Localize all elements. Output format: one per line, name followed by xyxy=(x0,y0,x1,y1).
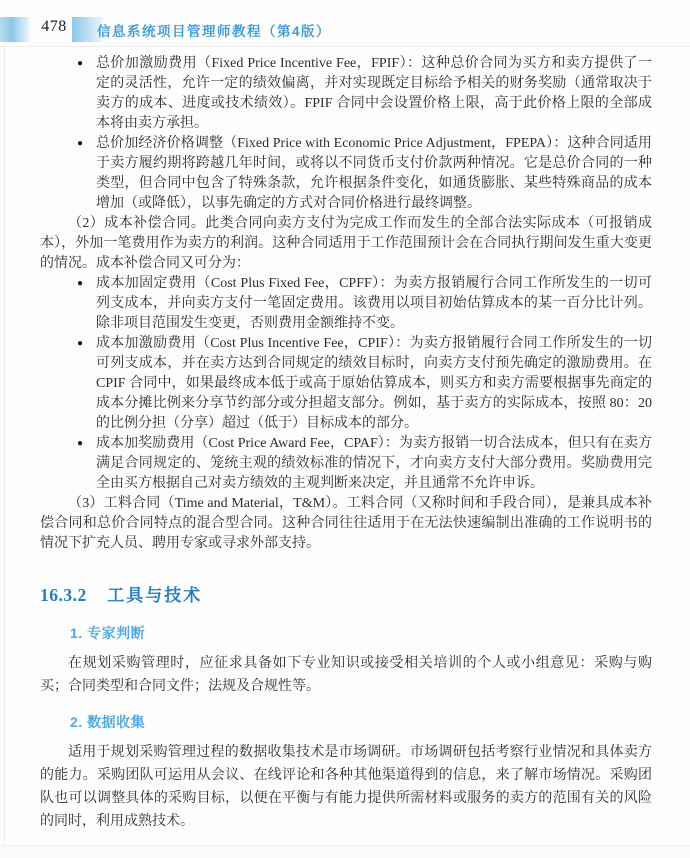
cost-contract-list xyxy=(40,274,652,494)
sub-heading-data-gathering: 2. 数据收集 xyxy=(70,714,146,730)
list-item xyxy=(40,134,652,214)
bullet-icon: ● xyxy=(77,278,84,289)
bullet-icon: ● xyxy=(77,58,84,69)
section-title: 工具与技术 xyxy=(107,586,203,605)
book-title: 信息系统项目管理师教程（第4版） xyxy=(97,24,332,39)
page-number: 478 xyxy=(41,18,67,35)
running-head xyxy=(0,16,690,44)
bullet-text: 总价加经济价格调整（Fixed Price with Economic Price Adjustment，FPEPA）：这种合同适用于卖方履约期将跨越几年时间，或将以不同货币支付价款两种情况。它是总价合同的一种类型，但合同中包含了特殊条款，允许根据条件变化，如通货膨胀、某些特殊商品的成本增加（或降低），以事先确定的方式对合同价格进行最终调整。 xyxy=(96,136,652,211)
bullet-text: 成本加奖励费用（Cost Price Award Fee，CPAF）：为卖方报销一切合法成本，但只有在卖方满足合同规定的、笼统主观的绩效标准的情况下，才向卖方支付大部分费用。奖励费用完全由买方根据自己对卖方绩效的主观判断来决定，并且通常不允许申诉。 xyxy=(96,436,652,491)
list-item xyxy=(40,54,652,134)
scan-edge-line xyxy=(4,42,5,858)
bullet-icon: ● xyxy=(77,138,84,149)
header-accent-block-left xyxy=(0,17,30,42)
paragraph-cost-reimbursable: （2）成本补偿合同。此类合同向卖方支付为完成工作而发生的全部合法实际成本（可报销成本），外加一笔费用作为卖方的利润。这种合同适用于工作范围预计会在合同执行期间发生重大变更的情况。成本补偿合同又可分为： xyxy=(40,216,652,271)
bullet-icon: ● xyxy=(77,338,84,349)
page-body xyxy=(40,54,652,833)
paragraph-time-material: （3）工料合同（Time and Material，T&M）。工料合同（又称时间和手段合同），是兼具成本补偿合同和总价合同特点的混合型合同。这种合同往往适用于在无法快速编制出准确的工作说明书的情况下扩充人员、聘用专家或寻求外部支持。 xyxy=(40,496,652,551)
bullet-text: 成本加固定费用（Cost Plus Fixed Fee，CPFF）：为卖方报销履行合同工作所发生的一切可列支成本，并向卖方支付一笔固定费用。该费用以项目初始估算成本的某一百分比计列。除非项目范围发生变更，否则费用金额维持不变。 xyxy=(96,276,652,331)
list-item xyxy=(40,334,652,434)
paragraph-data-gathering: 适用于规划采购管理过程的数据收集技术是市场调研。市场调研包括考察行业情况和具体卖方的能力。采购团队可运用从会议、在线评论和各种其他渠道得到的信息，来了解市场情况。采购团队也可以调整具体的采购目标，以便在平衡与有能力提供所需材料或服务的卖方的范围有关的风险的同时，利用成熟技术。 xyxy=(40,745,652,829)
bullet-icon: ● xyxy=(77,438,84,449)
page-bottom-strip xyxy=(0,845,690,858)
list-item xyxy=(40,434,652,494)
fixed-price-contract-list xyxy=(40,54,652,214)
section-number: 16.3.2 xyxy=(40,585,87,605)
sub-heading-expert-judgment: 1. 专家判断 xyxy=(70,625,146,641)
section-heading xyxy=(40,585,652,609)
bullet-text: 总价加激励费用（Fixed Price Incentive Fee，FPIF）：这种总价合同为买方和卖方提供了一定的灵活性，允许一定的绩效偏离，并对实现既定目标给予相关的财务奖励（通常取决于卖方的成本、进度或技术绩效）。FPIF 合同中会设置价格上限，高于此价格上限的全部成本将由卖方承担。 xyxy=(96,56,652,131)
header-divider xyxy=(0,46,690,47)
paragraph-expert-judgment: 在规划采购管理时，应征求具备如下专业知识或接受相关培训的个人或小组意见：采购与购买；合同类型和合同文件；法规及合规性等。 xyxy=(40,656,652,694)
bullet-text: 成本加激励费用（Cost Plus Incentive Fee，CPIF）：为卖方报销履行合同工作所发生的一切可列支成本，并在卖方达到合同规定的绩效目标时，向卖方支付预先确定的激励费用。在 CPIF 合同中，如果最终成本低于或高于原始估算成本，则买方和卖方需要根据事先商定的成本分摊比例来分享节约部分或分担超支部分。例如，基于卖方的实际成本，按照 80：20 的比例分担（分享）超过（低于）目标成本的部分。 xyxy=(96,336,652,431)
list-item xyxy=(40,274,652,334)
